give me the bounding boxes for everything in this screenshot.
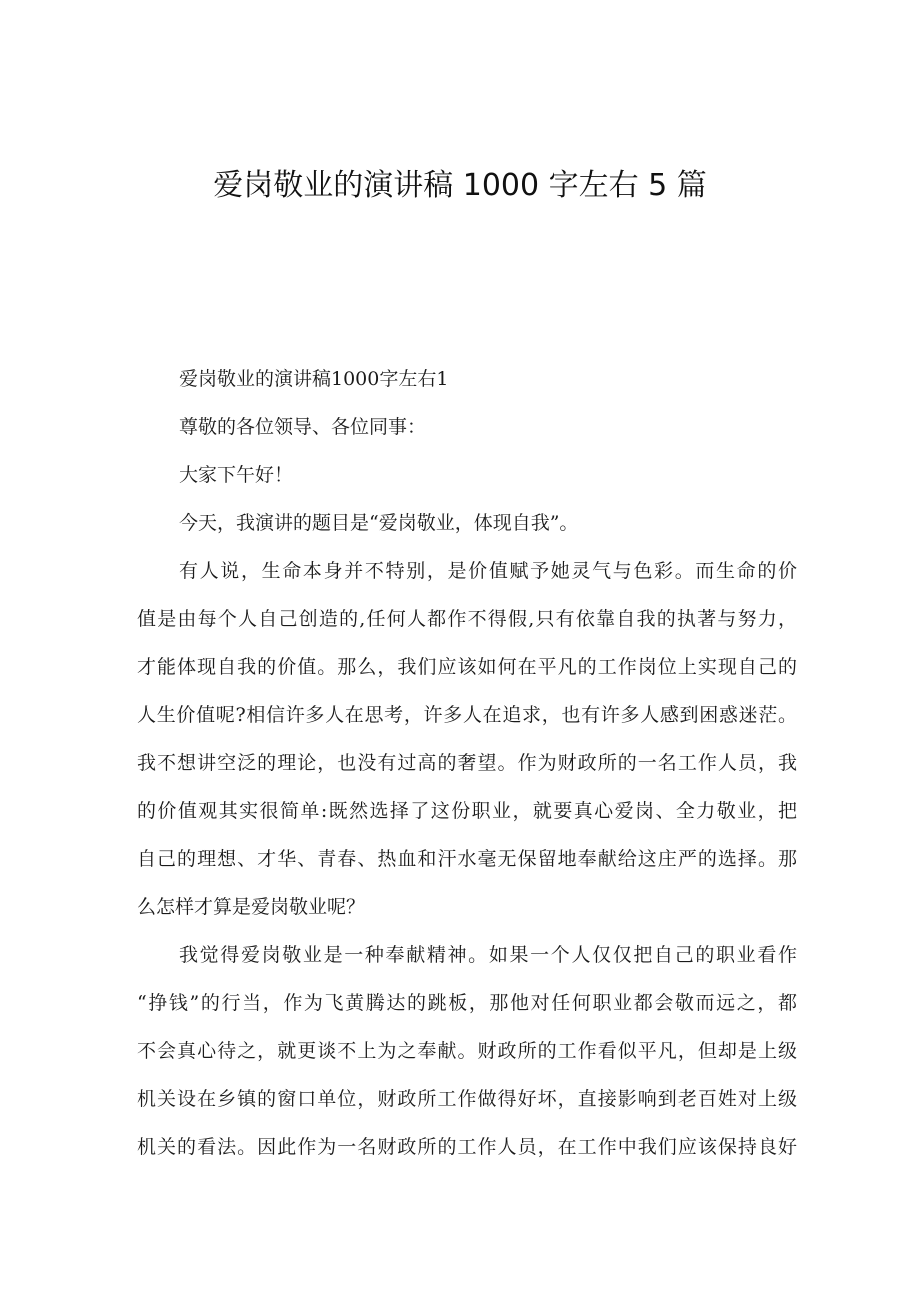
salutation: 尊敬的各位领导、各位同事： <box>179 416 427 438</box>
greeting: 大家下午好！ <box>179 464 294 486</box>
paragraph-line: 机关设在乡镇的窗口单位，财政所工作做得好坏，直接影响到老百姓对上级 <box>137 1088 797 1110</box>
paragraph-line: 自己的理想、才华、青春、热血和汗水毫无保留地奉献给这庄严的选择。那 <box>137 848 797 870</box>
paragraph-line: 我觉得爱岗敬业是一种奉献精神。如果一个人仅仅把自己的职业看作 <box>179 944 797 966</box>
paragraph-line: 的价值观其实很简单:既然选择了这份职业，就要真心爱岗、全力敬业，把 <box>137 800 797 822</box>
document-body <box>137 355 797 1171</box>
paragraph-line: 值是由每个人自己创造的,任何人都作不得假,只有依靠自我的执著与努力， <box>137 608 797 630</box>
paragraph-line: 不会真心待之，就更谈不上为之奉献。财政所的工作看似平凡，但却是上级 <box>137 1040 797 1062</box>
paragraph-line: 么怎样才算是爱岗敬业呢？ <box>137 896 366 918</box>
document-title: 爱岗敬业的演讲稿 1000 字左右 5 篇 <box>213 168 707 203</box>
paragraph-line: “挣钱”的行当，作为飞黄腾达的跳板，那他对任何职业都会敬而远之，都 <box>137 992 797 1014</box>
paragraph-line: 有人说，生命本身并不特别，是价值赋予她灵气与色彩。而生命的价 <box>179 560 797 582</box>
paragraph-line: 人生价值呢?相信许多人在思考，许多人在追求，也有许多人感到困惑迷茫。 <box>137 704 797 726</box>
paragraph-line: 才能体现自我的价值。那么，我们应该如何在平凡的工作岗位上实现自己的 <box>137 656 797 678</box>
paragraph-line: 我不想讲空泛的理论，也没有过高的奢望。作为财政所的一名工作人员，我 <box>137 752 797 774</box>
section-heading: 爱岗敬业的演讲稿1000字左右1 <box>179 368 449 390</box>
paragraph-line: 机关的看法。因此作为一名财政所的工作人员，在工作中我们应该保持良好 <box>137 1136 797 1158</box>
topic-line: 今天，我演讲的题目是“爱岗敬业，体现自我”。 <box>179 512 579 534</box>
